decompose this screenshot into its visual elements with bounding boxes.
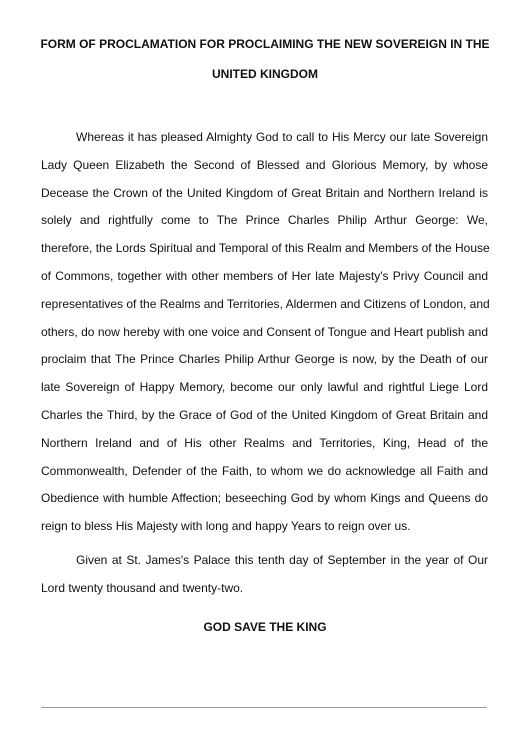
paragraph-line: reign to bless His Majesty with long and happy Years to reign over us. [41, 519, 411, 534]
paragraph-line: of Commons, together with other members of Her late Majesty's Privy Council and [41, 268, 488, 283]
proclamation-paragraph [41, 124, 488, 541]
title-line-2: UNITED KINGDOM [212, 67, 318, 81]
paragraph-line: Given at St. James's Palace this tenth day of September in the year of Our [76, 553, 488, 567]
paragraph-line: solely and rightfully come to The Prince Charles Philip Arthur George: We, [41, 213, 488, 228]
paragraph-line: Decease the Crown of the United Kingdom of Great Britain and Northern Ireland is [41, 185, 488, 200]
paragraph-line: representatives of the Realms and Territories, Aldermen and Citizens of London, and [41, 296, 490, 311]
closing-line: GOD SAVE THE KING [203, 620, 327, 634]
paragraph-line: therefore, the Lords Spiritual and Temporal of this Realm and Members of the House [41, 241, 490, 256]
paragraph-line: Northern Ireland and of His other Realms and Territories, King, Head of the [41, 435, 488, 450]
paragraph-line: Lady Queen Elizabeth the Second of Blessed and Glorious Memory, by whose [41, 157, 488, 172]
page-title [30, 29, 500, 89]
footer-divider [41, 707, 487, 708]
paragraph-line: late Sovereign of Happy Memory, become our only lawful and rightful Liege Lord [41, 380, 488, 395]
paragraph-line: Charles the Third, by the Grace of God of the United Kingdom of Great Britain and [41, 407, 488, 422]
given-at-paragraph [41, 547, 488, 603]
paragraph-line: Lord twenty thousand and twenty-two. [41, 580, 244, 595]
paragraph-line: others, do now hereby with one voice and Consent of Tongue and Heart publish and [41, 324, 488, 339]
paragraph-line: Obedience with humble Affection; beseeching God by whom Kings and Queens do [41, 491, 488, 506]
paragraph-line: Commonwealth, Defender of the Faith, to whom we do acknowledge all Faith and [41, 463, 488, 478]
paragraph-line: Whereas it has pleased Almighty God to call to His Mercy our late Sovereign [76, 130, 488, 144]
title-line-1: FORM OF PROCLAMATION FOR PROCLAIMING THE NEW SOVEREIGN IN THE [40, 37, 490, 51]
paragraph-line: proclaim that The Prince Charles Philip Arthur George is now, by the Death of our [41, 352, 488, 367]
